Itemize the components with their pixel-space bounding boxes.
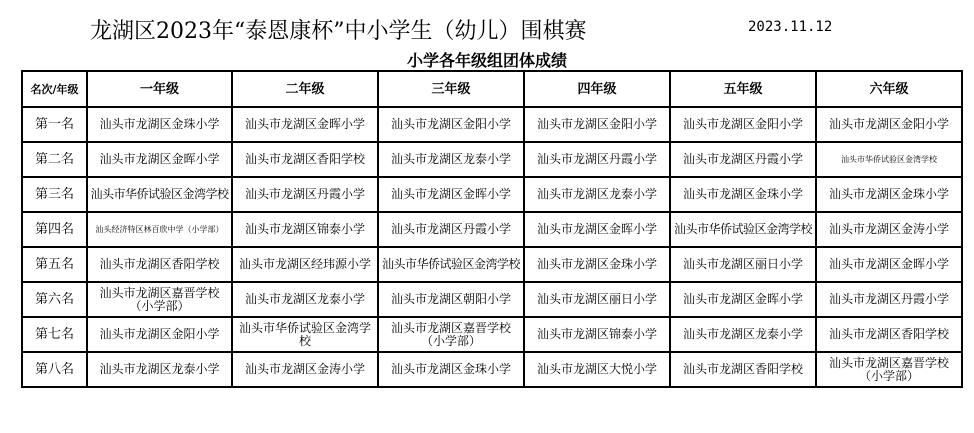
school-cell: 汕头市龙湖区嘉晋学校（小学部） bbox=[378, 317, 524, 352]
school-cell: 汕头市龙湖区经玮源小学 bbox=[232, 247, 378, 282]
school-cell: 汕头市龙湖区丹霞小学 bbox=[232, 177, 378, 212]
rank-cell: 第五名 bbox=[22, 247, 87, 282]
table-row bbox=[22, 212, 962, 247]
school-cell: 汕头市龙湖区嘉晋学校（小学部） bbox=[87, 282, 232, 317]
table-row bbox=[22, 247, 962, 282]
school-cell: 汕头市龙湖区龙泰小学 bbox=[378, 142, 524, 177]
rank-cell: 第四名 bbox=[22, 212, 87, 247]
school-cell: 汕头市龙湖区香阳学校 bbox=[232, 142, 378, 177]
school-cell: 汕头市龙湖区丹霞小学 bbox=[670, 142, 816, 177]
table-row bbox=[22, 282, 962, 317]
school-cell: 汕头市龙湖区金晖小学 bbox=[670, 282, 816, 317]
school-cell: 汕头市龙湖区金阳小学 bbox=[87, 317, 232, 352]
school-cell: 汕头市龙湖区龙泰小学 bbox=[670, 317, 816, 352]
table-row bbox=[22, 107, 962, 142]
school-cell: 汕头市龙湖区金晖小学 bbox=[87, 142, 232, 177]
table-row bbox=[22, 352, 962, 387]
school-cell: 汕头市龙湖区香阳学校 bbox=[670, 352, 816, 387]
school-cell: 汕头市龙湖区丽日小学 bbox=[524, 282, 670, 317]
school-cell: 汕头市龙湖区金珠小学 bbox=[816, 177, 962, 212]
rank-cell: 第六名 bbox=[22, 282, 87, 317]
school-cell: 汕头市龙湖区丹霞小学 bbox=[816, 282, 962, 317]
school-cell: 汕头市华侨试验区金湾学校 bbox=[87, 177, 232, 212]
rank-cell: 第三名 bbox=[22, 177, 87, 212]
school-cell: 汕头市龙湖区金阳小学 bbox=[670, 107, 816, 142]
rank-cell: 第二名 bbox=[22, 142, 87, 177]
rank-cell: 第七名 bbox=[22, 317, 87, 352]
school-cell: 汕头市龙湖区金阳小学 bbox=[816, 107, 962, 142]
school-cell: 汕头市龙湖区丽日小学 bbox=[670, 247, 816, 282]
column-header: 五年级 bbox=[670, 71, 816, 107]
table-row bbox=[22, 142, 962, 177]
school-cell: 汕头市龙湖区嘉晋学校（小学部） bbox=[816, 352, 962, 387]
school-cell: 汕头市龙湖区金涛小学 bbox=[816, 212, 962, 247]
school-cell: 汕头市龙湖区金珠小学 bbox=[524, 247, 670, 282]
column-header: 二年级 bbox=[232, 71, 378, 107]
school-cell: 汕头市龙湖区龙泰小学 bbox=[232, 282, 378, 317]
school-cell: 汕头市华侨试验区金湾学校 bbox=[816, 142, 962, 177]
school-cell: 汕头市龙湖区香阳学校 bbox=[816, 317, 962, 352]
school-cell: 汕头市龙湖区金珠小学 bbox=[378, 352, 524, 387]
school-cell: 汕头市龙湖区龙泰小学 bbox=[87, 352, 232, 387]
results-table bbox=[21, 70, 963, 388]
school-cell: 汕头市龙湖区金珠小学 bbox=[670, 177, 816, 212]
table-row bbox=[22, 317, 962, 352]
school-cell: 汕头市龙湖区龙泰小学 bbox=[524, 177, 670, 212]
school-cell: 汕头市龙湖区香阳学校 bbox=[87, 247, 232, 282]
school-cell: 汕头市龙湖区金晖小学 bbox=[378, 177, 524, 212]
school-cell: 汕头市华侨试验区金湾学校 bbox=[232, 317, 378, 352]
column-header: 三年级 bbox=[378, 71, 524, 107]
school-cell: 汕头市龙湖区金阳小学 bbox=[524, 107, 670, 142]
column-header: 名次/年级 bbox=[22, 71, 87, 107]
school-cell: 汕头市龙湖区朝阳小学 bbox=[378, 282, 524, 317]
page-title: 龙湖区2023年“泰恩康杯”中小学生（幼儿）围棋赛 bbox=[90, 19, 587, 44]
school-cell: 汕头市龙湖区金珠小学 bbox=[87, 107, 232, 142]
school-cell: 汕头市华侨试验区金湾学校 bbox=[378, 247, 524, 282]
rank-cell: 第八名 bbox=[22, 352, 87, 387]
table-subtitle: 小学各年级组团体成绩 bbox=[406, 51, 567, 70]
school-cell: 汕头市华侨试验区金湾学校 bbox=[670, 212, 816, 247]
school-cell: 汕头市龙湖区金阳小学 bbox=[378, 107, 524, 142]
school-cell: 汕头市龙湖区大悦小学 bbox=[524, 352, 670, 387]
school-cell: 汕头市龙湖区金涛小学 bbox=[232, 352, 378, 387]
school-cell: 汕头市龙湖区金晖小学 bbox=[232, 107, 378, 142]
column-header: 四年级 bbox=[524, 71, 670, 107]
event-date: 2023.11.12 bbox=[748, 19, 833, 35]
rank-cell: 第一名 bbox=[22, 107, 87, 142]
column-header: 六年级 bbox=[816, 71, 962, 107]
table-row bbox=[22, 177, 962, 212]
school-cell: 汕头市龙湖区锦泰小学 bbox=[232, 212, 378, 247]
school-cell: 汕头市龙湖区金晖小学 bbox=[816, 247, 962, 282]
school-cell: 汕头市龙湖区锦泰小学 bbox=[524, 317, 670, 352]
table-header-row bbox=[22, 71, 962, 107]
school-cell: 汕头市龙湖区丹霞小学 bbox=[524, 142, 670, 177]
school-cell: 汕头市龙湖区丹霞小学 bbox=[378, 212, 524, 247]
school-cell: 汕头经济特区林百欣中学（小学部） bbox=[87, 212, 232, 247]
column-header: 一年级 bbox=[87, 71, 232, 107]
school-cell: 汕头市龙湖区金晖小学 bbox=[524, 212, 670, 247]
